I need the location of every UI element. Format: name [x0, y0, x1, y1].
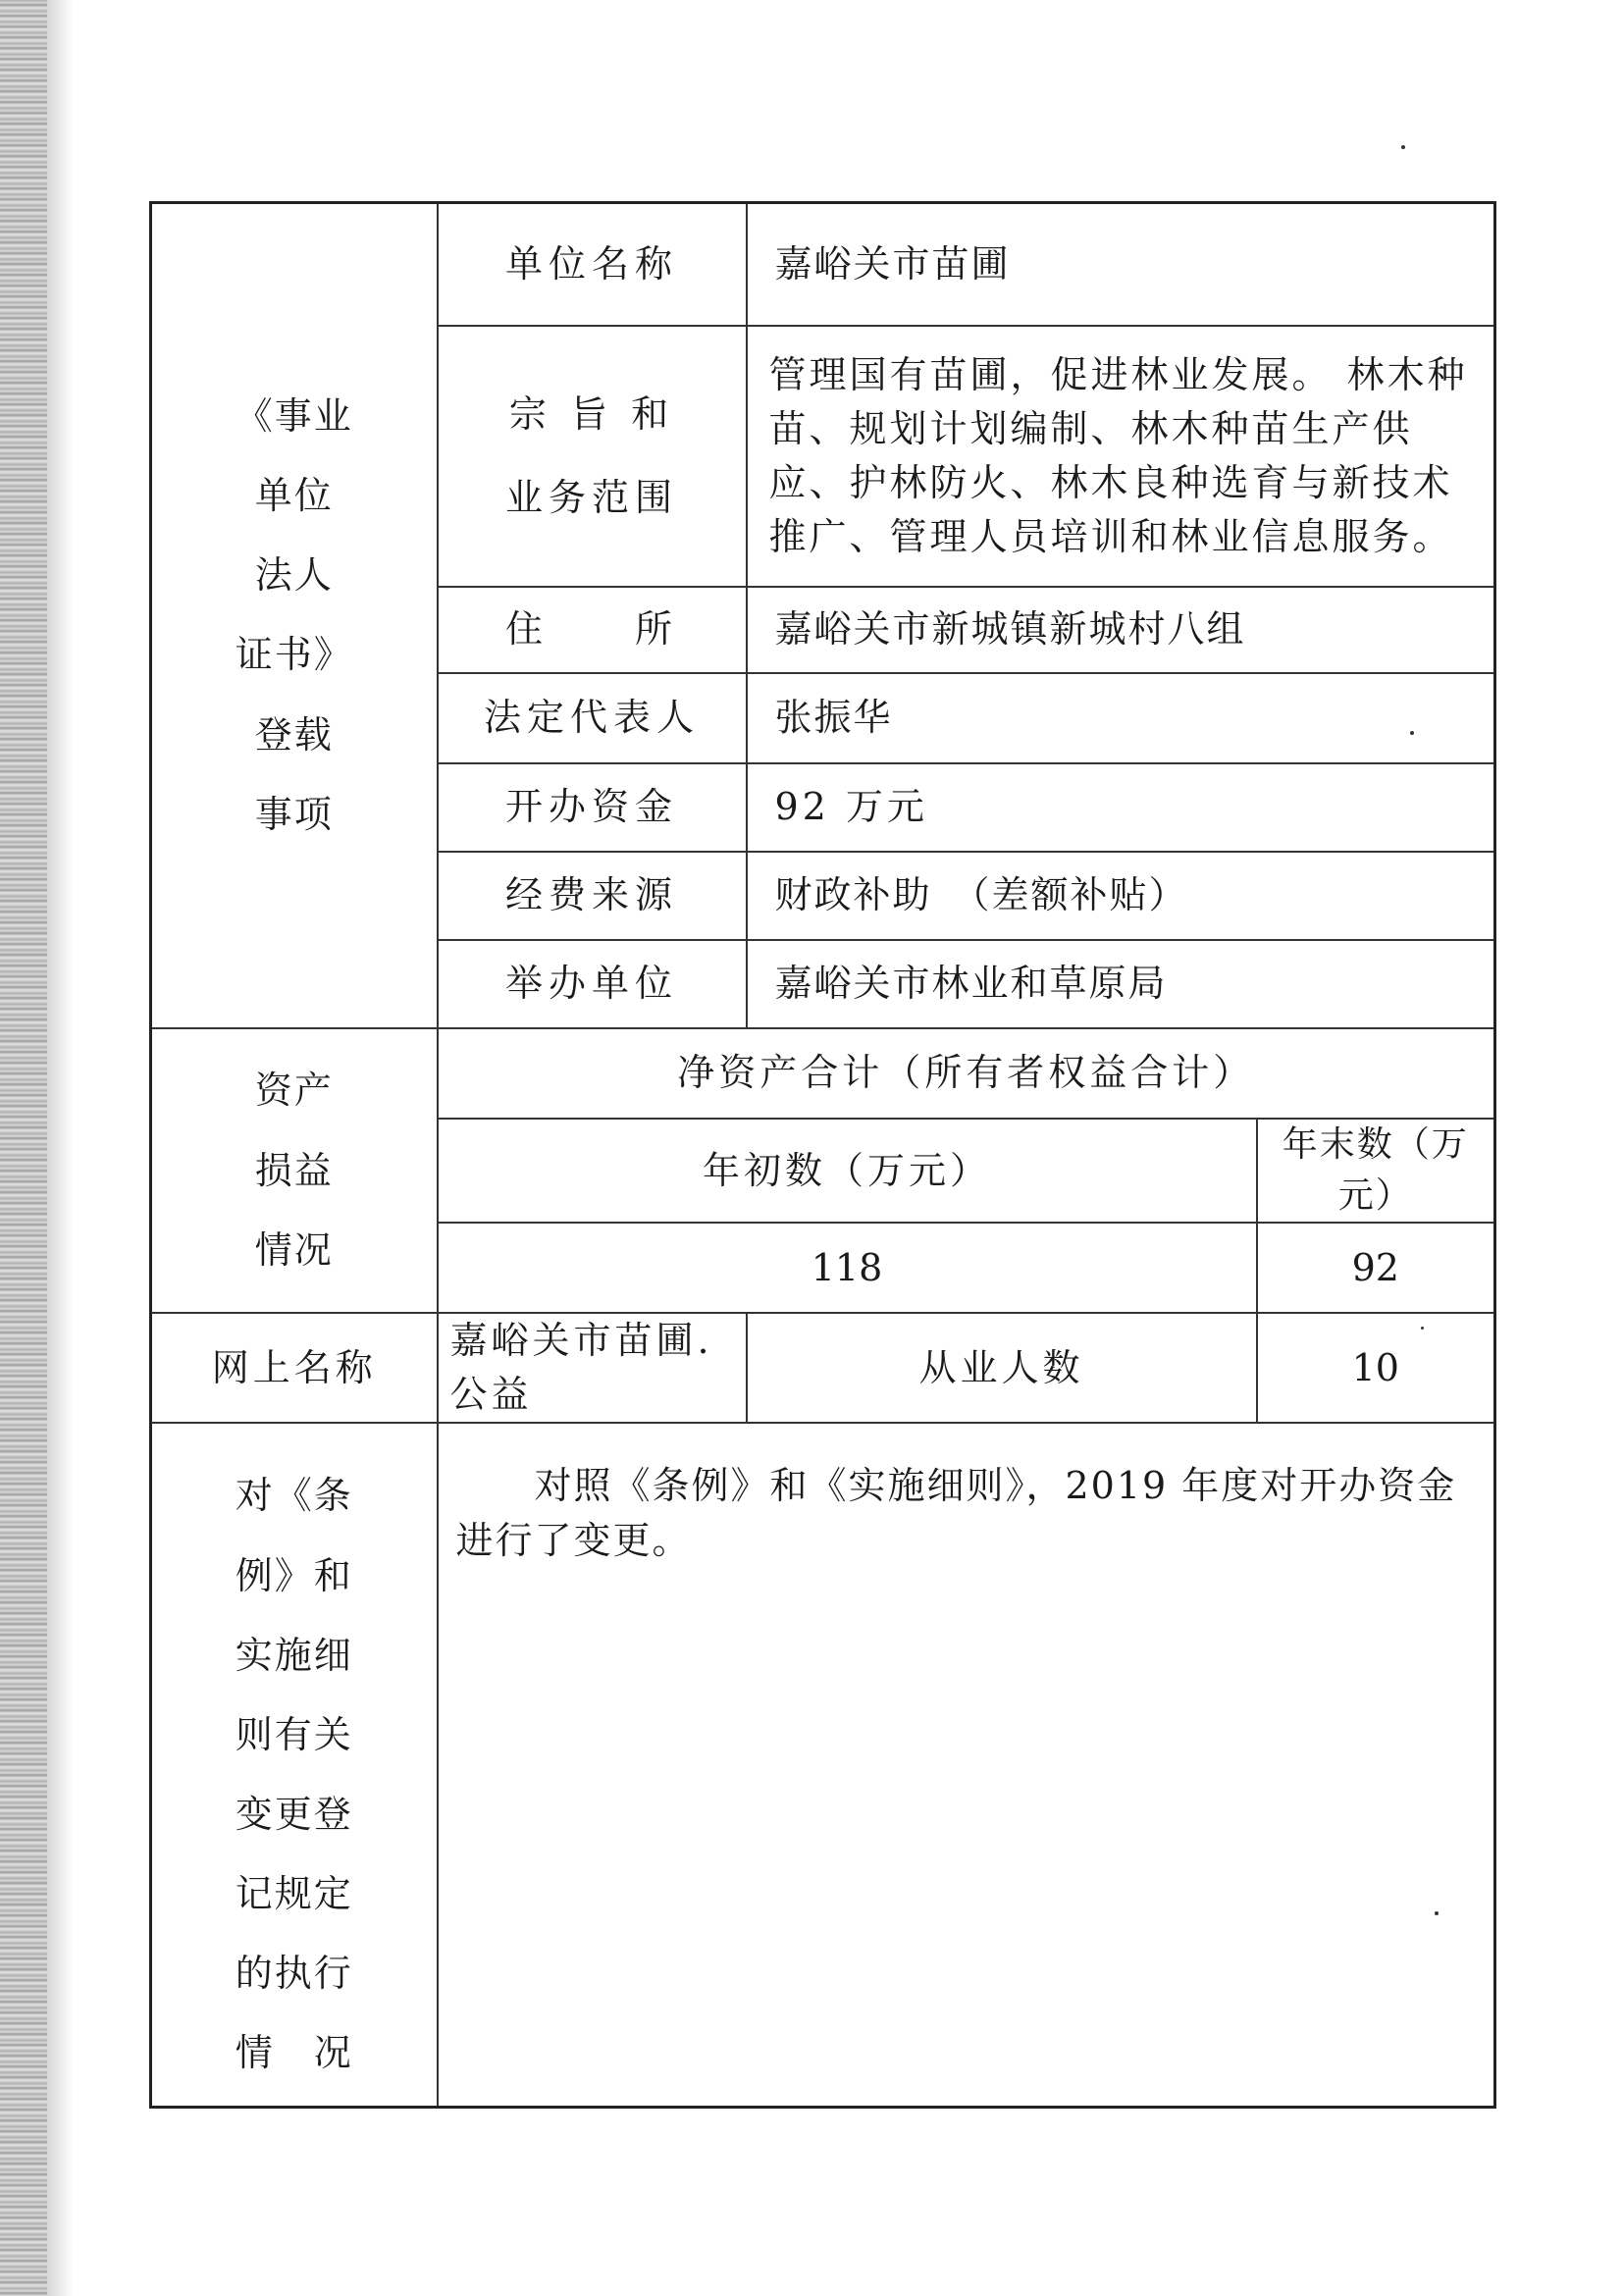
section-label-line: 记规定: [235, 1871, 353, 1915]
section-label-line: 变更登: [235, 1792, 353, 1836]
funding-source-value: 财政补助 （差额补贴）: [747, 852, 1495, 940]
field-label-sponsor-unit: 举办单位: [438, 940, 747, 1028]
address-value: 嘉峪关市新城镇新城村八组: [747, 587, 1495, 673]
sponsor-unit-value: 嘉峪关市林业和草原局: [747, 940, 1495, 1028]
field-label-purpose-scope: [438, 326, 747, 587]
section-label-line: 实施细: [235, 1633, 353, 1677]
end-of-year-label: 年末数（万元）: [1257, 1119, 1495, 1223]
unit-name-value: 嘉峪关市苗圃: [747, 203, 1495, 326]
section-label-line: 证书》: [235, 633, 353, 677]
field-label-line: 宗 旨 和: [508, 391, 675, 436]
section-label-line: 对《条: [235, 1474, 353, 1518]
field-label-address: 住 所: [438, 587, 747, 673]
section-label-line: 情况: [254, 1227, 334, 1272]
scan-shadow: [0, 0, 47, 2296]
purpose-scope-value: 管理国有苗圃，促进林业发展。 林木种苗、规划计划编制、林木种苗生产供应、护林防火、林木良种选育与新技术推广、管理人员培训和林业信息服务。: [747, 326, 1495, 587]
field-label-unit-name: 单位名称: [438, 203, 747, 326]
section-label-line: 《事业: [235, 394, 353, 439]
compliance-description: [438, 1423, 1495, 2107]
section-label-line: 资产: [254, 1069, 334, 1113]
section-label-line: 损益: [254, 1148, 334, 1192]
registration-section-label: [151, 203, 438, 1028]
annual-report-form: [149, 201, 1496, 2109]
field-label-line: 业务范围: [504, 475, 678, 519]
start-of-year-label: 年初数（万元）: [438, 1119, 1257, 1223]
staff-count-label: 从业人数: [747, 1313, 1257, 1423]
section-label-line: 登载: [254, 712, 334, 757]
compliance-section-label: [151, 1423, 438, 2107]
end-of-year-value: 92: [1257, 1223, 1495, 1313]
staff-count-value: 10: [1257, 1313, 1495, 1423]
assets-section-label: [151, 1028, 438, 1313]
field-label-start-capital: 开办资金: [438, 763, 747, 852]
section-label-line: 情 况: [235, 2031, 353, 2075]
field-label-legal-representative: 法定代表人: [438, 673, 747, 763]
start-of-year-value: 118: [438, 1223, 1257, 1313]
online-name-label: 网上名称: [151, 1313, 438, 1423]
scan-shadow-fade: [47, 0, 73, 2296]
online-name-value: 嘉峪关市苗圃.公益: [438, 1313, 747, 1423]
section-label-line: 单位: [254, 474, 334, 518]
section-label-line: 则有关: [235, 1712, 353, 1756]
section-label-line: 的执行: [235, 1952, 353, 1995]
section-label-line: 法人: [254, 553, 334, 598]
compliance-text: 对照《条例》和《实施细则》，2019 年度对开办资金进行了变更。: [455, 1464, 1457, 1562]
section-label-line: 事项: [254, 792, 334, 836]
field-label-funding-source: 经费来源: [438, 852, 747, 940]
net-assets-header: 净资产合计（所有者权益合计）: [438, 1028, 1495, 1119]
legal-representative-value: 张振华: [747, 673, 1495, 763]
start-capital-value: 92 万元: [747, 763, 1495, 852]
section-label-line: 例》和: [235, 1553, 353, 1597]
scan-speck: [1401, 145, 1405, 149]
